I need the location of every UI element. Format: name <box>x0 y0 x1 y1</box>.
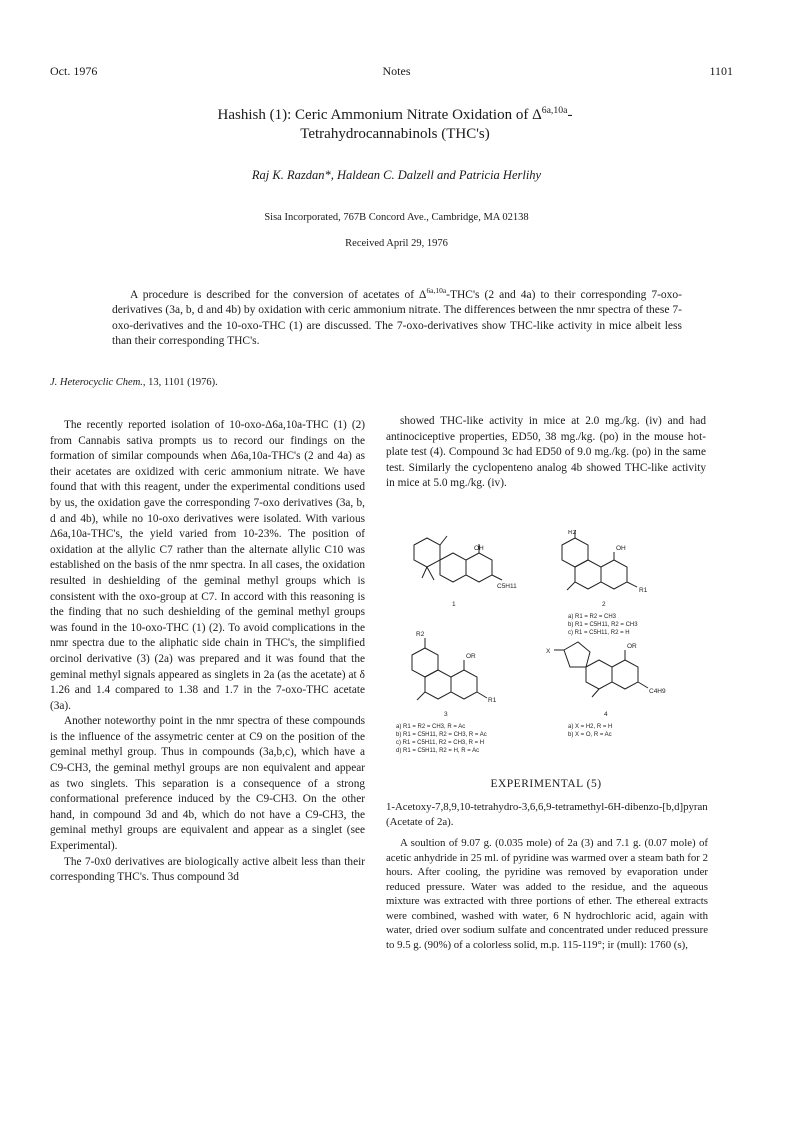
compound-label-3: 3 <box>444 711 448 718</box>
legend-2a: a) R1 = R2 = CH3 <box>568 614 617 620</box>
r2-label: R2 <box>416 631 425 638</box>
running-header-section: Notes <box>382 64 411 78</box>
legend-2b: b) R1 = C5H11, R2 = CH3 <box>568 622 638 628</box>
or-label: OR <box>627 643 637 650</box>
abstract: A procedure is described for the conversion of acetates of $\Delta^{6a,10a}-THC's$ (2 and 4a) to their corresponding 7-oxo-derivatives (3a, b, d and 4b) by oxidation with ceric ammonium nitrate. The differences between the nmr spectra of these 7-oxo-derivatives and the 10-oxo-THC (1) are discussed. The 7-oxo-derivatives show THC-like activity in mice albeit less than their corresponding THC's. <box>112 286 682 348</box>
paragraph: The 7-0x0 derivatives are biologically active albeit less than their corresponding THC's. Thus compound 3d <box>50 855 365 884</box>
side-chain-label: C4H9 <box>649 688 666 695</box>
compound-heading: 1-Acetoxy-7,8,9,10-tetrahydro-3,6,6,9-tetramethyl-6H-dibenzo-[b,d]pyran (Acetate of 2a). <box>386 801 708 828</box>
r1-label: R1 <box>488 697 497 704</box>
side-chain-label: C5H11 <box>497 583 517 590</box>
article-title: Hashish (1): Ceric Ammonium Nitrate Oxidation of $\Delta^{6a,10a}-$ Tetrahydrocannabinols (THC's) <box>217 105 573 142</box>
experimental-procedure <box>386 836 708 952</box>
structure-2 <box>562 530 637 590</box>
structure-1 <box>414 536 502 582</box>
compound-label-4: 4 <box>604 711 608 718</box>
compound-label-2: 2 <box>602 601 606 608</box>
r2-label: R2 <box>568 530 577 536</box>
running-header-date: Oct. 1976 <box>50 64 98 78</box>
legend-4b: b) X = O, R = Ac <box>568 732 612 738</box>
paragraph: Another noteworthy point in the nmr spectra of these compounds is the influence of the assymetric center at C9 on the position of the geminal methyl group. Thus in compounds (3a,b,c), which have a C9-CH3, the geminal methyl groups are non equivalent and appear as two singlets. This separation is a consequence of a strong conformational preference induced by the C9-CH3. On the other hand, in compound 3d and 4b, which do not have a C9-CH3, the geminal methyl groups are equivalent and appear as a singlet (see Experimental). <box>50 715 365 853</box>
r1-label: R1 <box>639 587 648 594</box>
structure-3 <box>412 638 487 700</box>
body-left-column <box>50 418 365 886</box>
legend-3d: d) R1 = C5H11, R2 = H, R = Ac <box>396 748 480 754</box>
paragraph: A soultion of 9.07 g. (0.035 mole) of 2a (3) and 7.1 g. (0.07 mole) of acetic anhydride in 25 ml. of pyridine was warmed over a steam bath for 2 hours. After cooling, the pyridine was removed by evaporation under reduced pressure. Water was added to the residue, and the aqueous mixture was extracted with three portions of ether. The ethereal extracts were combined, washed with water, 6 N hydrochloric acid, again with water, dried over sodium sulfate and concentrated under reduced pressure to 9.5 g. (90%) of a colorless solid, m.p. 115-119°; ir (mull): 1760 (s), <box>386 837 708 951</box>
body-right-column <box>386 414 706 492</box>
paragraph: showed THC-like activity in mice at 2.0 mg./kg. (iv) and had antinociceptive properties, ED50, 38 mg./kg. (po) in the mouse hot-plate test (4). Compound 3c had ED50 of 9.0 mg./kg. (po) in the same test. Similarly the cyclopenteno analog 4b showed THC-like activity in mice at 5.0 mg./kg. (iv). <box>386 415 706 490</box>
affiliation: Sisa Incorporated, 767B Concord Ave., Cambridge, MA 02138 <box>264 212 529 223</box>
chemical-structures-figure <box>392 530 712 760</box>
oh-label: OH <box>474 545 484 552</box>
page-number: 1101 <box>709 64 733 78</box>
or-label: OR <box>466 653 476 660</box>
journal-citation: J. Heterocyclic Chem., 13, 1101 (1976). <box>50 377 218 388</box>
legend-4a: a) X = H2, R = H <box>568 724 613 730</box>
legend-3b: b) R1 = C5H11, R2 = CH3, R = Ac <box>396 732 487 738</box>
paragraph: The recently reported isolation of 10-oxo-Δ6a,10a-THC (1) (2) from Cannabis sativa prompts us to record our findings on the formation of similar compounds when Δ6a,10a-THC's (2 and 4a) as their acetates are oxidized with ceric ammonium nitrate. We have found that with this reagent, under the experimental conditions used by us, the oxidation gave the corresponding 7-oxo derivatives (3a, b, d and 4b), while no 10-oxo derivatives were isolated. With various Δ6a,10a-THC's, the yield varied from 10-23%. The position of oxidation at the allylic C7 rather than the alternate allylic C10 was established on the basis of the nmr spectra. In all cases, the oxidation resulted in deshielding of the geminal methyl groups which is consistent with the oxo-group at C7. In accord with this reasoning is the finding that no such deshielding of the geminal methyl groups was found in the 10-oxo-THC (1) (2). To avoid complications in the nmr spectra due to the aliphatic side chain in THC's, the simplified orcinol derivative (3) (2a) was prepared and it was found that the geminal methyl signals appeared as singlets in 2a (as the acetate) at δ 1.26 and 1.4 compared to 1.38 and 1.7 in the 7-oxo-THC acetate (3a). <box>50 419 365 712</box>
author-list: Raj K. Razdan*, Haldean C. Dalzell and Patricia Herlihy <box>251 168 542 182</box>
compound-label-1: 1 <box>452 601 456 608</box>
received-date: Received April 29, 1976 <box>345 238 448 249</box>
legend-3a: a) R1 = R2 = CH3, R = Ac <box>396 724 466 730</box>
legend-3c: c) R1 = C5H11, R2 = CH3, R = H <box>396 740 485 746</box>
legend-2c: c) R1 = C5H11, R2 = H <box>568 630 630 636</box>
section-heading-experimental: EXPERIMENTAL (5) <box>490 778 602 790</box>
structure-4 <box>554 642 648 697</box>
x-label: X <box>546 648 551 655</box>
oh-label: OH <box>616 545 626 552</box>
